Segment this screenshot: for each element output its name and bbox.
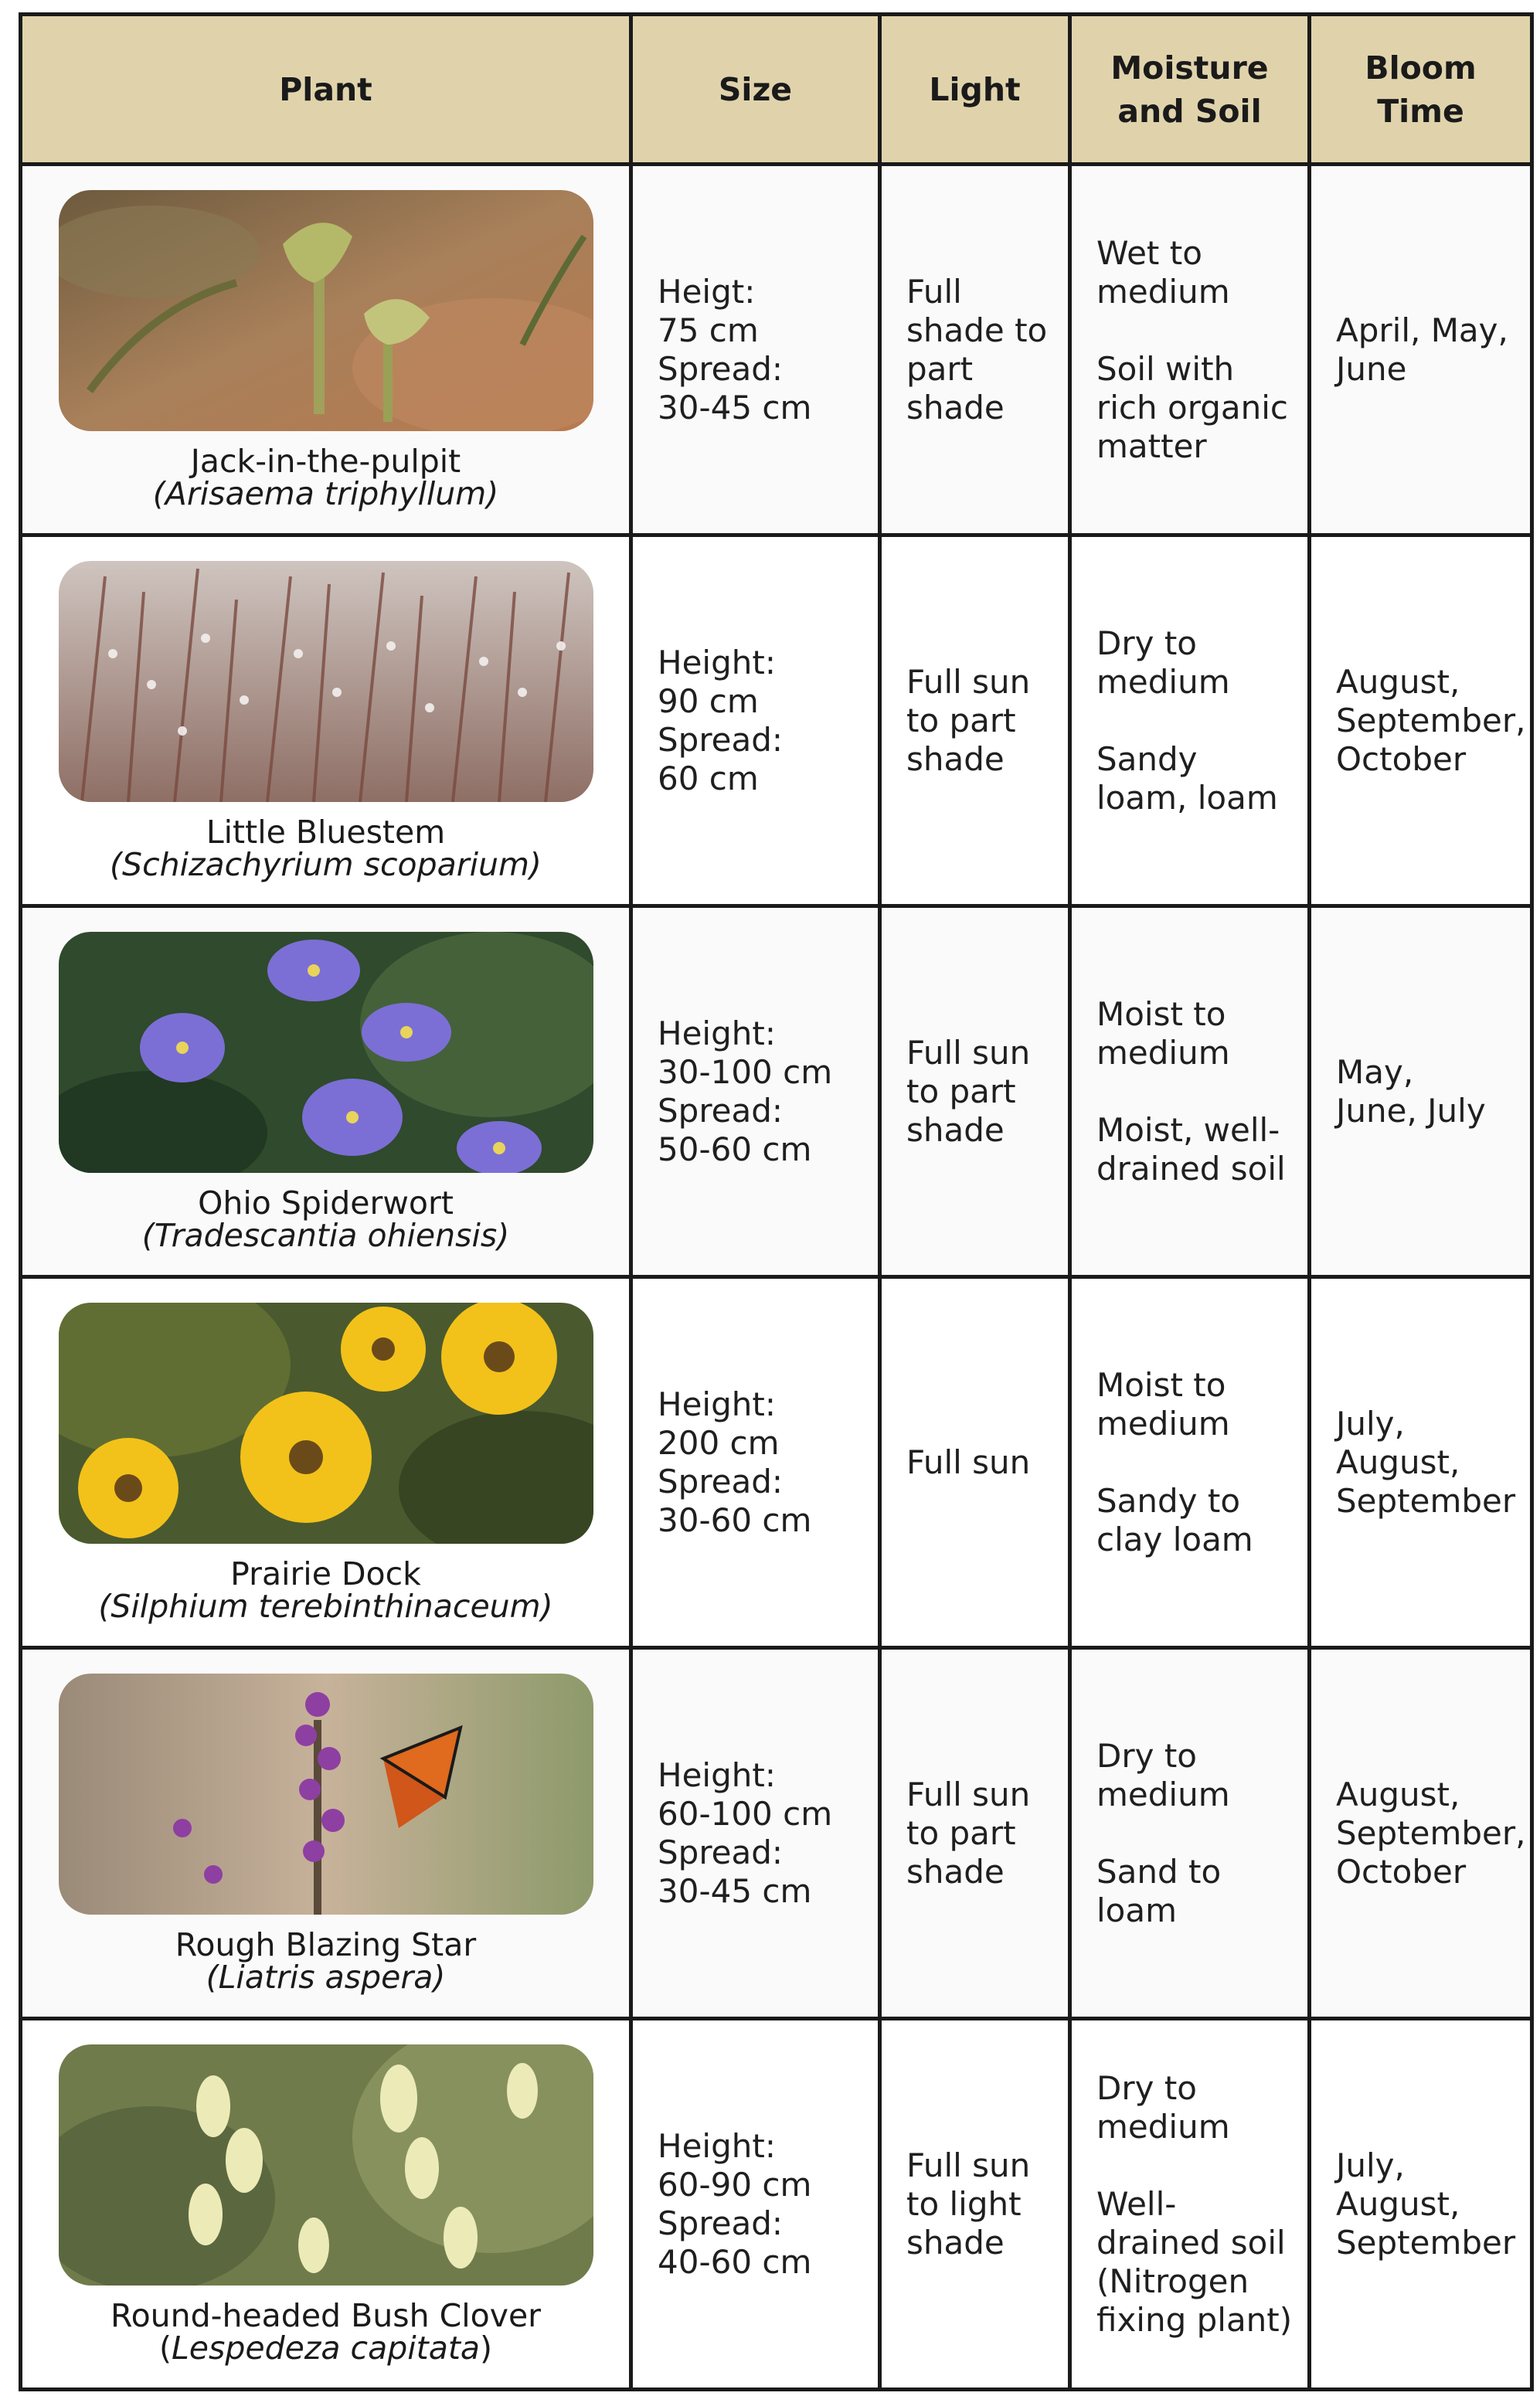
moisture-soil-cell: Moist to medium Moist, well- drained soil (1070, 906, 1310, 1277)
moisture-soil-cell: Moist to medium Sandy to clay loam (1070, 1277, 1310, 1648)
size-cell: Height: 200 cm Spread: 30-60 cm (631, 1277, 880, 1648)
header-light: Light (880, 15, 1070, 165)
size-cell: Heigt: 75 cm Spread: 30-45 cm (631, 165, 880, 535)
plant-common-name: Ohio Spiderwort (198, 1184, 454, 1222)
plant-photo-jack-in-the-pulpit (59, 190, 593, 431)
bloom-time-cell: August, September, October (1310, 1648, 1532, 2019)
plant-scientific-name: (Liatris aspera) (206, 1958, 446, 1996)
plant-cell (21, 2019, 631, 2390)
moisture-soil-cell: Dry to medium Sand to loam (1070, 1648, 1310, 2019)
plant-cell (21, 906, 631, 1277)
size-cell: Height: 90 cm Spread: 60 cm (631, 535, 880, 906)
light-cell: Full sun to part shade (880, 906, 1070, 1277)
scientific-name-open-paren: ( (158, 2329, 172, 2367)
plant-care-table (19, 12, 1534, 2391)
plant-scientific-name: (Arisaema triphyllum) (152, 474, 499, 512)
plant-photo-rough-blazing-star (59, 1674, 593, 1915)
light-cell: Full sun (880, 1277, 1070, 1648)
plant-common-name: Jack-in-the-pulpit (190, 442, 461, 480)
plant-scientific-name: (Silphium terebinthinaceum) (98, 1587, 553, 1625)
table-row (21, 2019, 1532, 2390)
bloom-time-cell: July, August, September (1310, 2019, 1532, 2390)
bloom-time-cell: May, June, July (1310, 906, 1532, 1277)
table-row (21, 535, 1532, 906)
plant-photo-round-headed-bush-clover (59, 2044, 593, 2286)
scientific-name-italic: Lespedeza capitata (171, 2329, 481, 2367)
plant-photo-prairie-dock (59, 1303, 593, 1544)
plant-cell (21, 1277, 631, 1648)
plant-photo-ohio-spiderwort (59, 932, 593, 1173)
header-plant: Plant (21, 15, 631, 165)
table-row (21, 1277, 1532, 1648)
moisture-soil-cell: Dry to medium Well- drained soil (Nitrogen fixing plant) (1070, 2019, 1310, 2390)
header-size: Size (631, 15, 880, 165)
plant-common-name: Little Bluestem (206, 813, 446, 851)
moisture-soil-cell: Dry to medium Sandy loam, loam (1070, 535, 1310, 906)
bloom-time-cell: August, September, October (1310, 535, 1532, 906)
light-cell: Full sun to light shade (880, 2019, 1070, 2390)
light-cell: Full sun to part shade (880, 1648, 1070, 2019)
light-cell: Full shade to part shade (880, 165, 1070, 535)
size-cell: Height: 60-100 cm Spread: 30-45 cm (631, 1648, 880, 2019)
table-row (21, 1648, 1532, 2019)
plant-scientific-name: (Schizachyrium scoparium) (110, 845, 542, 883)
plant-cell (21, 1648, 631, 2019)
table-row (21, 165, 1532, 535)
plant-photo-little-bluestem (59, 561, 593, 802)
plant-common-name: Round-headed Bush Clover (110, 2296, 542, 2334)
table-header-row (21, 15, 1532, 165)
plant-common-name: Prairie Dock (230, 1555, 421, 1592)
table-row (21, 906, 1532, 1277)
light-cell: Full sun to part shade (880, 535, 1070, 906)
header-moisture-and-soil: Moisture and Soil (1070, 15, 1310, 165)
plant-cell (21, 165, 631, 535)
bloom-time-cell: April, May, June (1310, 165, 1532, 535)
plant-cell (21, 535, 631, 906)
size-cell: Height: 60-90 cm Spread: 40-60 cm (631, 2019, 880, 2390)
moisture-soil-cell: Wet to medium Soil with rich organic matter (1070, 165, 1310, 535)
plant-scientific-name: (Tradescantia ohiensis) (141, 1216, 510, 1254)
scientific-name-close-paren: ) (480, 2329, 493, 2367)
bloom-time-cell: July, August, September (1310, 1277, 1532, 1648)
size-cell: Height: 30-100 cm Spread: 50-60 cm (631, 906, 880, 1277)
plant-common-name: Rough Blazing Star (175, 1925, 477, 1963)
header-bloom-time: Bloom Time (1310, 15, 1532, 165)
plant-scientific-name (22, 2329, 629, 2367)
